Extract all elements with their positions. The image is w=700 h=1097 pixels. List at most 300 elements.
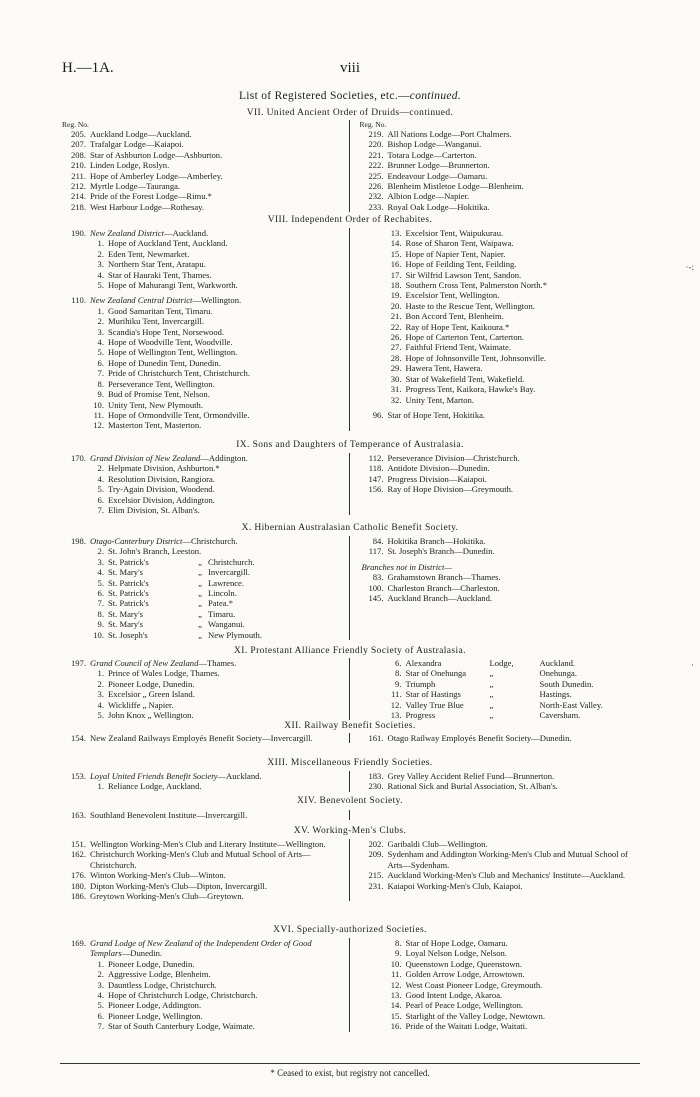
entry-number: 153. [70,771,86,781]
entry-text: Scandia's Hope Tent, Norsewood. [108,326,225,337]
entry-name: Triumph [405,678,436,689]
entry-text: Ray of Hope Division—Greymouth. [387,484,514,495]
list-item [60,238,343,248]
section-xvi-title: XVI. Specially-authorized Societies. [273,925,427,935]
entry-number: 112. [368,453,384,463]
list-item [60,171,343,181]
entry-number: 3. [97,259,104,270]
entry-number: 6. [97,494,104,505]
section-viii-title: VIII. Independent Order of Rechabites. [267,215,433,225]
entry-text: Perseverance Tent, Wellington. [108,378,215,389]
entry-place: Caversham. [539,710,581,721]
entry-text: Rose of Sharon Tent, Waipawa. [405,238,514,249]
entry-number: 205. [70,129,86,139]
list-item [60,1021,343,1031]
entry-number: 7. [97,598,104,609]
list-item [358,572,641,582]
entry-text [406,658,641,668]
list-item [358,771,641,781]
section-xiv [60,810,640,820]
section-xii-title: XII. Railway Benefit Societies. [284,721,416,731]
entry-number: 5. [97,710,104,721]
entry-place: North-East Valley. [539,699,603,710]
list-item [358,839,641,849]
entry-number: 6. [97,357,104,368]
list-item [358,191,641,201]
entry-text: All Nations Lodge—Port Chalmers. [387,129,512,139]
entry-number: 8. [395,938,402,948]
entry-number: 4. [97,337,104,348]
entry-ditto: „ [198,629,202,640]
entry-number: 232. [368,191,384,202]
entry-text: Good Intent Lodge, Akaroa. [405,990,503,1001]
footnote: * Ceased to exist, but registry not cancelled. [270,1068,430,1078]
list-item [60,400,343,410]
entry-number: 7. [97,505,104,516]
entry-text: Winton Working-Men's Club—Winton. [90,870,226,881]
entry-text: Hope of Auckland Tent, Auckland. [108,238,228,249]
list-item [60,202,343,212]
entry-text: Kaiapoi Working-Men's Club, Kaiapoi. [387,880,523,891]
reg-no-label: Reg. No. [359,120,387,129]
entry-place: Christchurch. [208,556,255,567]
list-item [358,181,641,191]
entry-text [406,689,641,699]
entry-text: Greytown Working-Men's Club—Greytown. [90,891,244,902]
entry-text: Antidote Division—Dunedin. [387,463,490,474]
entry-place: Lawrence. [208,577,245,588]
entry-text: Southland Benevolent Institute—Invercargill. [90,810,248,820]
section-ix [60,453,640,515]
list-item [358,959,641,969]
entry-place: Hastings. [539,689,572,700]
entry-number: 28. [390,352,402,363]
list-item [358,171,641,181]
district-place: —Wellington. [192,295,242,306]
list-item [358,332,641,342]
section-xiv-title: XIV. Benevolent Society. [297,796,403,806]
section-ix-title: IX. Sons and Daughters of Temperance of Australasia. [236,440,464,450]
entry-number: 2. [97,678,104,689]
entry-text [108,567,343,577]
list-item [358,484,641,494]
list-item [60,389,343,399]
entry-text: Myrtle Lodge—Tauranga. [90,181,181,192]
list-item [358,1021,641,1031]
entry-number: 186. [70,891,86,902]
entry-number: 176. [70,870,86,881]
list-item [358,938,641,948]
list-item [358,160,641,170]
entry-text: Eden Tent, Newmarket. [108,248,190,259]
district-name: Grand Council of New Zealand [90,658,199,668]
entry-name: Alexandra [405,658,442,668]
list-item [358,353,641,363]
list-item [60,358,343,368]
entry-text: Dipton Working-Men's Club—Dipton, Invercargill. [90,880,267,891]
entry-text: Helpmate Division, Ashburton.* [108,463,220,474]
list-item [358,384,641,394]
reg-no-label: Reg. No. [62,120,89,129]
list-item [358,689,641,699]
list-item [60,191,343,201]
entry-number: 9. [395,678,402,689]
list-item [60,578,343,588]
entry-text: John Knox „ Wellington. [108,710,194,721]
entry-text [406,668,641,678]
entry-number: 5. [97,280,104,291]
entry-text: Hawera Tent, Hawera. [405,363,483,374]
entry-number: 30. [390,373,402,384]
entry-number: 12. [390,979,402,990]
entry-text: Excelsior Tent, Waipukurau. [405,228,504,238]
list-item [60,1011,343,1021]
entry-ditto: „ [489,668,494,679]
entry-number: 9. [97,389,104,400]
entry-ditto: „ [198,577,202,588]
entry-number: 21. [390,311,402,322]
entry-name: St. Patrick's [108,556,149,567]
entry-text: Endeavour Lodge—Oamaru. [387,170,488,181]
entry-number: 5. [97,484,104,495]
list-item [60,781,343,791]
entry-text: Haste to the Rescue Tent, Wellington. [405,300,535,311]
entry-place: Timaru. [208,608,236,619]
entry-text: Hope of Dunedin Tent, Dunedin. [108,357,221,368]
entry-text: Resolution Division, Rangiora. [108,473,215,484]
list-item [60,1000,343,1010]
section-ix-left [60,453,349,515]
entry-text: Auckland Working-Men's Club and Mechanics' Institute—Auckland. [387,870,626,881]
entry-number: 19. [390,290,402,301]
entry-ditto: „ [489,678,494,689]
entry-text: Good Samaritan Tent, Timaru. [108,305,213,316]
entry-text: New Zealand Railways Employés Benefit Society—Invercargill. [90,733,313,743]
section-xvi-left [60,938,349,1032]
entry-number: 3. [97,689,104,700]
section-xiv-left [60,810,349,820]
entry-number: 22. [390,321,402,332]
entry-number: 8. [97,378,104,389]
entry-text: Hope of Ormondville Tent, Ormondville. [108,409,250,420]
entry-number: 3. [97,556,104,567]
entry-text: Ray of Hope Tent, Kaikoura.* [405,321,510,332]
entry-number: 220. [368,139,384,150]
section-xiii-left [60,771,349,792]
section-xiii [60,771,640,792]
entry-number: 6. [97,1010,104,1021]
entry-number: 4. [97,567,104,578]
entry-number: 9. [395,948,402,959]
entry-number: 162. [70,849,86,860]
list-item [358,668,641,678]
list-item [60,379,343,389]
district-place: —Addington. [200,453,248,463]
page-number: viii [339,60,360,76]
list-item [358,546,641,556]
entry-number: 110. [71,295,86,306]
district-heading [60,771,343,781]
district-place: —Thames. [198,658,237,668]
entry-place: Patea.* [208,598,234,609]
entry-name: St. Patrick's [108,588,149,599]
entry-text: Grey Valley Accident Relief Fund—Brunnerton. [387,771,555,781]
section-xvi-right [349,938,641,1032]
entry-text: Wickliffe „ Napier. [108,699,174,710]
entry-number: 222. [368,160,384,171]
district-name: Grand Division of New Zealand [90,453,201,463]
entry-text [108,578,343,588]
entry-number: 231. [368,880,384,891]
list-item [60,870,343,880]
entry-number: 147. [368,473,384,484]
entry-text [406,679,641,689]
list-item [60,598,343,608]
entry-number: 13. [390,228,402,238]
entry-text: Hope of Amberley Lodge—Amberley. [90,170,223,181]
entry-number: 2. [97,463,104,474]
entry-text: Perseverance Division—Christchurch. [387,453,520,463]
list-item [358,290,641,300]
entry-number: 180. [70,880,86,891]
entry-number: 202. [368,839,384,849]
entry-number: 225. [368,170,384,181]
entry-number: 117. [368,546,384,557]
entry-text: Star of Hope Lodge, Oamaru. [405,938,508,948]
district-heading [60,658,343,668]
entry-text: Try-Again Division, Woodend. [108,484,215,495]
entry-number: 197. [70,658,86,668]
entry-number: 163. [70,810,86,820]
entry-place: Auckland. [539,658,576,668]
entry-number: 7. [97,368,104,379]
page-title: List of Registered Societies, etc.—continued. [238,90,462,102]
entry-number: 16. [390,1021,402,1032]
district-name: Otago-Canterbury District [90,536,183,546]
entry-number: 215. [368,870,384,881]
entry-text: Blenheim Mistletoe Lodge—Blenheim. [387,181,524,192]
list-item [60,327,343,337]
list-item [358,410,641,420]
entry-number: 11. [391,969,402,980]
entry-number: 207. [70,139,86,150]
district-name: New Zealand Central District [90,295,193,306]
entry-number: 15. [390,1010,402,1021]
district-place: —Auckland. [217,771,262,781]
entry-text [90,295,343,305]
entry-text: Christchurch Working-Men's Club and Mutual School of Arts—Christchurch. [90,849,311,870]
entry-text [108,619,343,629]
section-xv-title: XV. Working-Men's Clubs. [293,826,407,836]
district-name: Grand Lodge of New Zealand of the Independent Order of Good Templars [90,938,312,959]
list-item [358,881,641,891]
entry-ditto: „ [198,619,202,630]
entry-name: St. Mary's [108,608,143,619]
entry-number: 10. [93,399,104,410]
list-item [60,249,343,259]
entry-text: West Harbour Lodge—Rothesay. [90,201,205,212]
entry-text: Prince of Wales Lodge, Thames. [108,668,220,679]
entry-number: 1. [97,305,104,316]
entry-number: 11. [391,689,402,700]
margin-mark: ·-: [685,262,694,272]
district-place: —Dunedin. [121,948,163,959]
section-xv-right [349,839,641,901]
section-viii [60,228,640,431]
entry-number: 4. [97,473,104,484]
entry-name: St. Patrick's [108,598,149,609]
entry-text: Queenstown Lodge, Queenstown. [405,958,522,969]
entry-number: 15. [390,248,402,259]
entry-text [90,453,343,463]
entry-text: Grahamstown Branch—Thames. [387,572,501,583]
district-place: —Christchurch. [182,536,238,546]
entry-number: 1. [97,781,104,792]
list-item [60,700,343,710]
section-xii [60,733,640,743]
entry-text [90,536,343,546]
entry-text: Pearl of Peace Lodge, Wellington. [405,1000,524,1011]
entry-number: 151. [70,839,86,849]
section-x-title: X. Hibernian Australasian Catholic Benefit Society. [241,523,459,533]
section-ix-right [349,453,641,515]
list-item [358,228,641,238]
entry-text: Unity Tent, Marton. [405,394,474,405]
district-heading [60,938,343,959]
entry-number: 1. [97,668,104,679]
entry-text [90,658,343,668]
entry-number: 5. [97,577,104,588]
entry-number: 209. [368,849,384,860]
entry-text: Linden Lodge, Roslyn. [90,160,170,171]
entry-text: Dauntless Lodge, Christchurch. [108,979,217,990]
section-x-left [60,536,349,640]
branches-not-in-district-label: Branches not in District— [361,561,452,572]
list-item [358,593,641,603]
entry-text: Sydenham and Addington Working-Men's Club and Mutual School of Arts—Sydenham. [387,849,628,870]
entry-number: 96. [372,409,384,420]
list-item [60,316,343,326]
list-item [60,839,343,849]
entry-text: Loyal Nelson Lodge, Nelson. [405,948,507,959]
entry-text: Hope of Napier Tent, Napier. [405,248,506,259]
entry-text: Royal Oak Lodge—Hokitika. [387,201,490,212]
entry-place: New Plymouth. [208,629,262,640]
list-item [60,347,343,357]
list-item [60,891,343,901]
list-item [60,495,343,505]
list-item [358,679,641,689]
entry-number: 230. [368,781,384,792]
section-vii-right [349,120,641,212]
entry-number: 2. [97,316,104,327]
section-xv [60,839,640,901]
entry-text [406,710,641,720]
entry-number: 3. [97,326,104,337]
entry-text: Progress Division—Kaiapoi. [387,473,487,484]
entry-text [90,938,343,959]
entry-text: Auckland Lodge—Auckland. [90,129,192,139]
list-item [60,259,343,269]
list-item [358,463,641,473]
list-item [60,410,343,420]
entry-number: 13. [390,710,402,721]
entry-text: Reliance Lodge, Auckland. [108,781,202,792]
entry-text: Rational Sick and Burial Association, St. Alban's. [387,781,558,792]
list-item [60,609,343,619]
entry-number: 154. [70,733,86,743]
entry-text: Hope of Carterton Tent, Carterton. [405,332,525,343]
entry-text: Hope of Woodville Tent, Woodville. [108,337,233,348]
entry-text: Star of Wakefield Tent, Wakefield. [405,373,525,384]
entry-text: Elim Division, St. Alban's. [108,505,200,516]
entry-place: Onehunga. [539,668,577,679]
entry-number: 18. [390,280,402,291]
list-item [358,311,641,321]
entry-number: 170. [70,453,86,463]
entry-number: 118. [368,463,384,474]
entry-number: 214. [70,191,86,202]
entry-text: Aggressive Lodge, Blenheim. [108,969,211,980]
footnote-rule [60,1063,640,1064]
entry-text: Unity Tent, New Plymouth. [108,399,203,410]
list-item [358,658,641,668]
list-item [60,270,343,280]
list-item [358,990,641,1000]
entry-text: Southern Cross Tent, Palmerston North.* [405,280,548,291]
entry-number: 29. [390,363,402,374]
entry-name: St. Mary's [108,619,143,630]
entry-text [108,609,343,619]
entry-number: 100. [368,582,384,593]
entry-number: 211. [71,170,86,181]
entry-number: 32. [390,394,402,405]
entry-ditto: „ [198,567,202,578]
entry-text: Albion Lodge—Napier. [387,191,470,202]
list-item [358,969,641,979]
section-xi-title: XI. Protestant Alliance Friendly Society of Australasia. [234,646,466,656]
entry-text: Wellington Working-Men's Club and Literary Institute—Wellington. [90,839,326,849]
list-item [358,1000,641,1010]
entry-number: 212. [70,181,86,192]
list-item [60,474,343,484]
entry-place: Lincoln. [208,588,237,599]
entry-number: 198. [70,536,86,546]
entry-text: Excelsior Tent, Wellington. [405,290,500,301]
district-heading [60,228,343,238]
list-item [60,150,343,160]
entry-text: Star of Hope Tent, Hokitika. [387,409,486,420]
list-item [358,139,641,149]
entry-text: Otago Railway Employés Benefit Society—Dunedin. [387,733,572,743]
entry-text: Pioneer Lodge, Dunedin. [108,958,195,969]
entry-ditto: „ [198,608,202,619]
list-item [358,849,641,870]
list-item [60,810,343,820]
entry-number: 190. [70,228,86,238]
section-xi [60,658,640,720]
entry-number: 4. [97,269,104,280]
list-item [60,306,343,316]
entry-number: 156. [368,484,384,495]
section-xii-right [349,733,641,743]
entry-text: Excelsior „ Green Island. [108,689,195,700]
list-item [60,546,343,556]
entry-number: 11. [93,409,104,420]
list-item [60,420,343,430]
entry-text: Faithful Friend Tent, Waimate. [405,342,512,353]
list-item [60,959,343,969]
